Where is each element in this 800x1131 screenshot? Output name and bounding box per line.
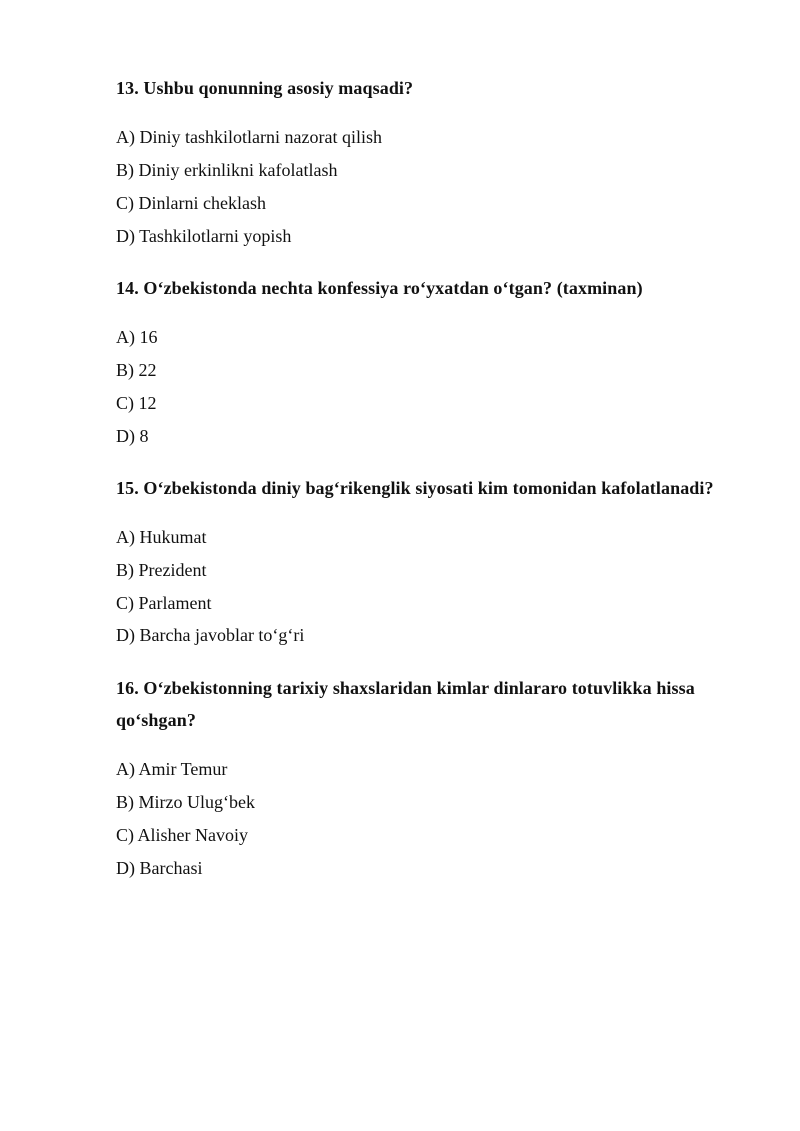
question-16-option-b: B) Mirzo Ulug‘bek: [116, 792, 255, 812]
question-15-option-d: D) Barcha javoblar to‘g‘ri: [116, 625, 305, 645]
question-13-option-a: A) Diniy tashkilotlarni nazorat qilish: [116, 127, 382, 147]
question-16-option-c: C) Alisher Navoiy: [116, 825, 248, 845]
question-14-option-c: C) 12: [116, 393, 157, 413]
question-13-option-b: B) Diniy erkinlikni kafolatlash: [116, 160, 338, 180]
question-13-option-c: C) Dinlarni cheklash: [116, 193, 266, 213]
question-13-option-d: D) Tashkilotlarni yopish: [116, 226, 292, 246]
question-15-text: 15. O‘zbekistonda diniy bag‘rikenglik siyosati kim tomonidan kafolatlanadi?: [116, 478, 714, 498]
question-15-option-b: B) Prezident: [116, 560, 207, 580]
question-14-option-d: D) 8: [116, 426, 149, 446]
question-13-text: 13. Ushbu qonunning asosiy maqsadi?: [116, 78, 414, 98]
question-16-option-d: D) Barchasi: [116, 858, 203, 878]
question-14-option-b: B) 22: [116, 360, 157, 380]
question-16-option-a: A) Amir Temur: [116, 759, 228, 779]
question-16-text: 16. O‘zbekistonning tarixiy shaxslaridan kimlar dinlararo totuvlikka hissa qo‘shgan?: [116, 678, 695, 730]
question-14-option-a: A) 16: [116, 327, 158, 347]
question-15-option-a: A) Hukumat: [116, 527, 207, 547]
question-15-option-c: C) Parlament: [116, 593, 212, 613]
question-14-text: 14. O‘zbekistonda nechta konfessiya ro‘yxatdan o‘tgan? (taxminan): [116, 278, 643, 298]
